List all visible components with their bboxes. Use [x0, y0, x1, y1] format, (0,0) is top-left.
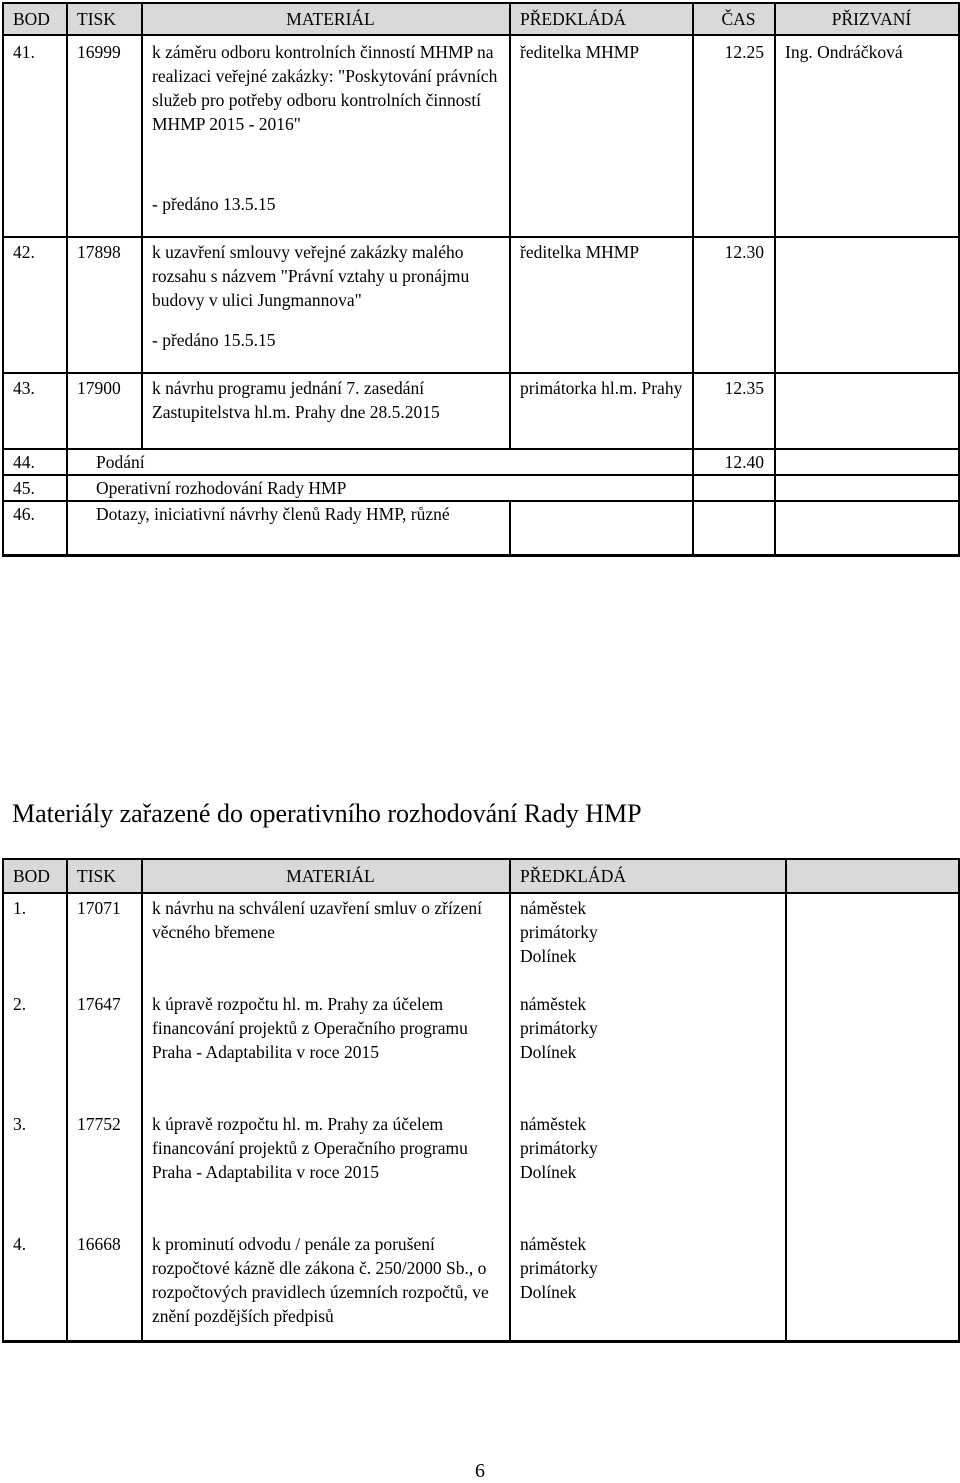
row-bod: 46. [3, 501, 67, 556]
agenda-table [2, 2, 960, 557]
row-material: k návrhu programu jednání 7. zasedání Zastupitelstva hl.m. Prahy dne 28.5.2015 [142, 373, 510, 449]
row-bod: 45. [3, 475, 67, 501]
table-row [3, 237, 959, 320]
table-row [3, 990, 959, 1110]
row-predklada: náměstek primátorky Dolínek [510, 990, 786, 1110]
row-tisk: 17898 [67, 237, 142, 320]
row-predklada: ředitelka MHMP [510, 35, 693, 184]
row-cas: 12.25 [693, 35, 775, 184]
row-material: k úpravě rozpočtu hl. m. Prahy za účelem financování projektů z Operačního programu Praha - Adaptabilita v roce 2015 [142, 1110, 510, 1230]
row-bod: 2. [3, 990, 67, 1110]
row-bod: 3. [3, 1110, 67, 1230]
row-prizvani [775, 237, 959, 320]
table-row [3, 449, 959, 475]
header-predklada: PŘEDKLÁDÁ [510, 859, 786, 893]
row-predklada: náměstek primátorky Dolínek [510, 893, 786, 990]
table-row [3, 1110, 959, 1230]
row-bod: 4. [3, 1230, 67, 1342]
row-bod: 42. [3, 237, 67, 320]
row-predklada: ředitelka MHMP [510, 237, 693, 320]
row-material: k prominutí odvodu / penále za porušení rozpočtové kázně dle zákona č. 250/2000 Sb., o rozpočtových pravidlech územních rozpočtů, ve znění pozdějších předpisů [142, 1230, 510, 1342]
header-material: MATERIÁL [142, 859, 510, 893]
row-bod: 41. [3, 35, 67, 184]
table-row [3, 475, 959, 501]
table-row [3, 35, 959, 184]
row-note: - předáno 15.5.15 [142, 320, 510, 373]
row-prizvani: Ing. Ondráčková [775, 35, 959, 184]
row-material: Dotazy, iniciativní návrhy členů Rady HMP, různé [67, 501, 510, 556]
row-material: k úpravě rozpočtu hl. m. Prahy za účelem financování projektů z Operačního programu Praha - Adaptabilita v roce 2015 [142, 990, 510, 1110]
row-predklada: náměstek primátorky Dolínek [510, 1110, 786, 1230]
section-title: Materiály zařazené do operativního rozhodování Rady HMP [12, 799, 642, 828]
page-number: 6 [475, 1460, 485, 1482]
table-row [3, 373, 959, 449]
row-bod: 43. [3, 373, 67, 449]
row-predklada: primátorka hl.m. Prahy [510, 373, 693, 449]
row-tisk: 17900 [67, 373, 142, 449]
row-material: Podání [67, 449, 693, 475]
row-cas: 12.35 [693, 373, 775, 449]
row-note: - předáno 13.5.15 [142, 184, 510, 237]
header-bod: BOD [3, 859, 67, 893]
row-tisk: 16999 [67, 35, 142, 184]
table-row-note [3, 184, 959, 237]
row-cas: 12.40 [693, 449, 775, 475]
table-row [3, 501, 959, 556]
row-bod: 44. [3, 449, 67, 475]
row-tisk: 17071 [67, 893, 142, 990]
header-bod: BOD [3, 3, 67, 35]
row-material: k návrhu na schválení uzavření smluv o zřízení věcného břemene [142, 893, 510, 990]
row-tisk: 17752 [67, 1110, 142, 1230]
header-predklada: PŘEDKLÁDÁ [510, 3, 693, 35]
row-bod: 1. [3, 893, 67, 990]
header-tisk: TISK [67, 3, 142, 35]
row-cas: 12.30 [693, 237, 775, 320]
row-tisk: 16668 [67, 1230, 142, 1342]
table-row-note [3, 320, 959, 373]
row-material: Operativní rozhodování Rady HMP [67, 475, 693, 501]
table-header-row [3, 3, 959, 35]
row-tisk: 17647 [67, 990, 142, 1110]
operative-table [2, 858, 960, 1343]
row-predklada: náměstek primátorky Dolínek [510, 1230, 786, 1342]
table-header-row [3, 859, 959, 893]
header-cas: ČAS [693, 3, 775, 35]
header-material: MATERIÁL [142, 3, 510, 35]
row-material: k záměru odboru kontrolních činností MHMP na realizaci veřejné zakázky: "Poskytování právních služeb pro potřeby odboru kontrolních činností MHMP 2015 - 2016" [142, 35, 510, 184]
row-material: k uzavření smlouvy veřejné zakázky malého rozsahu s názvem "Právní vztahy u pronájmu budovy v ulici Jungmannova" [142, 237, 510, 320]
table-row [3, 1230, 959, 1342]
header-prizvani: PŘIZVANÍ [775, 3, 959, 35]
header-tisk: TISK [67, 859, 142, 893]
row-prizvani [775, 373, 959, 449]
table-row [3, 893, 959, 990]
